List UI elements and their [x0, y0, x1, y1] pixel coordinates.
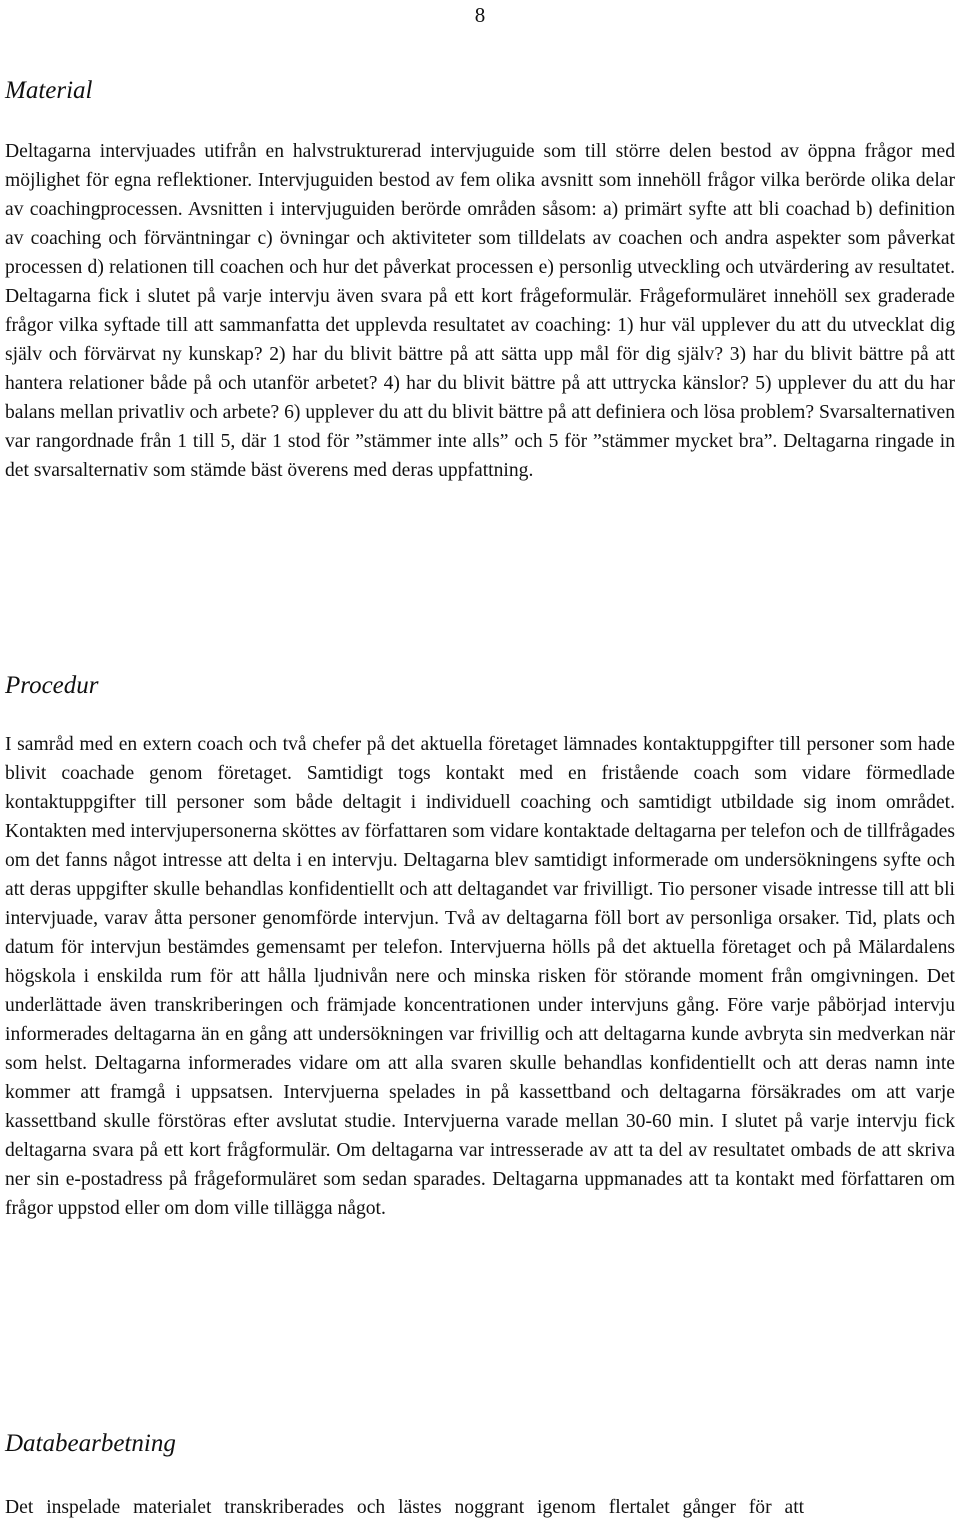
section-paragraph-databearbetning: Det inspelade materialet transkriberades och lästes noggrant igenom flertalet gånger för att	[5, 1497, 805, 1518]
section-heading-databearbetning: Databearbetning	[5, 1430, 176, 1457]
page-number: 8	[474, 3, 486, 27]
section-paragraph-procedur: I samråd med en extern coach och två chefer på det aktuella företaget lämnades kontaktuppgifter till personer som hade blivit coachade genom företaget. Samtidigt togs kontakt med en fristående coach som vidare förmedlade kontaktuppgifter till personer som både deltagit i individuell coaching och samtidigt utbildade sig inom området. Kontakten med intervjupersonerna sköttes av författaren som vidare kontaktade deltagarna per telefon och de tillfrågades om det fanns något intresse att delta i en intervju. Deltagarna blev samtidigt informerade om undersökningens syfte och att deras uppgifter skulle behandlas konfidentiellt och att deltagandet var frivilligt. Tio personer visade intresse till att bli intervjuade, varav åtta personer genomförde intervjun. Två av deltagarna föll bort av personliga orsaker. Tid, plats och datum för intervjun bestämdes gemensamt per telefon. Intervjuerna hölls på det aktuella företaget och på Mälardalens högskola i enskilda rum för att hålla ljudnivån nere och minska risken för störande moment från omgivningen. Det underlättade även transkriberingen och främjade koncentrationen under intervjuns gång. Före varje påbörjad intervju informerades deltagarna än en gång att undersökningen var frivillig och att deltagarna kunde avbryta sin medverkan när som helst. Deltagarna informerades vidare om att alla svaren skulle behandlas konfidentiellt och att deras namn inte kommer att framgå i uppsatsen. Intervjuerna spelades in på kassettband och deltagarna försäkrades om att varje kassettband skulle förstöras efter avslutat studie. Intervjuerna varade mellan 30-60 min. I slutet på varje intervju fick deltagarna svara på ett kort frågformulär. Om deltagarna var intresserade av att ta del av resultatet ombads de att skriva ner sin e-postadress på frågeformuläret som sedan sparades. Deltagarna uppmanades att ta kontakt med författaren om frågor uppstod eller om dom ville tillägga något.	[5, 734, 955, 1219]
section-heading-material: Material	[5, 77, 93, 104]
section-heading-procedur: Procedur	[5, 672, 99, 699]
section-paragraph-material: Deltagarna intervjuades utifrån en halvstrukturerad intervjuguide som till större delen bestod av öppna frågor med möjlighet för egna reflektioner. Intervjuguiden bestod av fem olika avsnitt som innehöll frågor vilka berörde olika delar av coachingprocessen. Avsnitten i intervjuguiden berörde områden såsom: a) primärt syfte att bli coachad b) definition av coaching och förväntningar c) övningar och aktiviteter som tilldelats av coachen och andra aspekter som påverkat processen d) relationen till coachen och hur det påverkat processen e) personlig utveckling och utvärdering av resultatet. Deltagarna fick i slutet på varje intervju även svara på ett kort frågeformulär. Frågeformuläret innehöll sex graderade frågor vilka syftade till att sammanfatta det upplevda resultatet av coaching: 1) hur väl upplever du att du utvecklat dig själv och förvärvat ny kunskap? 2) har du blivit bättre på att sätta upp mål för dig själv? 3) har du blivit bättre på att hantera relationer både på och utanför arbetet? 4) har du blivit bättre på att uttrycka känslor? 5) upplever du att du har balans mellan privatliv och arbete? 6) upplever du att du blivit bättre på att definiera och lösa problem? Svarsalternativen var rangordnade från 1 till 5, där 1 stod för ”stämmer inte alls” och 5 för ”stämmer mycket bra”. Deltagarna ringade in det svarsalternativ som stämde bäst överens med deras uppfattning.	[5, 141, 955, 481]
